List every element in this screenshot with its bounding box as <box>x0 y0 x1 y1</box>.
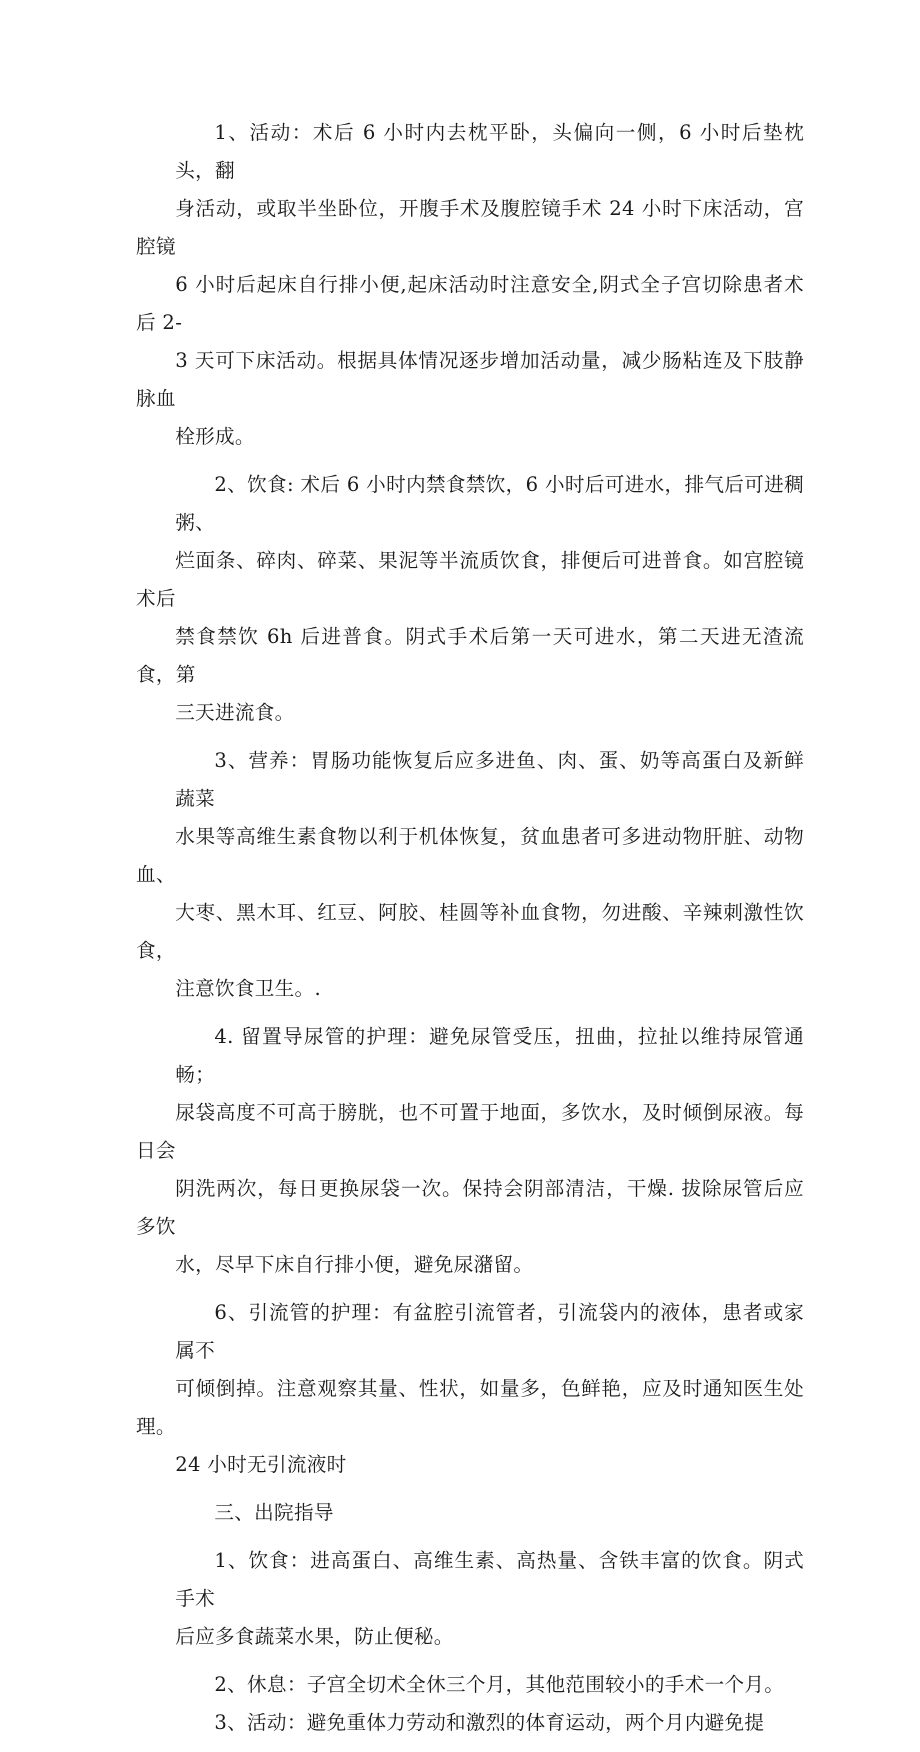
text-line: 4. 留置导尿管的护理：避免尿管受压，扭曲，拉扯以维持尿管通畅； <box>175 1025 804 1086</box>
text-line: 阴洗两次，每日更换尿袋一次。保持会阴部清洁，干燥. 拔除尿管后应多饮 <box>136 1177 804 1238</box>
text-line: 大枣、黑木耳、红豆、阿胶、桂圆等补血食物，勿进酸、辛辣刺激性饮食， <box>136 901 804 962</box>
text-line: 水果等高维生素食物以利于机体恢复，贫血患者可多进动物肝脏、动物血、 <box>136 825 804 886</box>
text-line: 6、引流管的护理：有盆腔引流管者，引流袋内的液体，患者或家属不 <box>175 1301 804 1362</box>
text-line: 2、饮食: 术后 6 小时内禁食禁饮，6 小时后可进水，排气后可进稠粥、 <box>175 473 804 534</box>
paragraph-drainage <box>136 1294 804 1484</box>
text-line: 3 天可下床活动。根据具体情况逐步增加活动量，减少肠粘连及下肢静脉血 <box>136 349 804 410</box>
section-heading-discharge <box>136 1494 804 1532</box>
text-line: 栓形成。 <box>175 425 255 448</box>
text-line: 24 小时无引流液时 <box>175 1453 347 1476</box>
paragraph-nutrition <box>136 742 804 1008</box>
text-line: 3、营养：胃肠功能恢复后应多进鱼、肉、蛋、奶等高蛋白及新鲜蔬菜 <box>175 749 804 810</box>
text-line: 可倾倒掉。注意观察其量、性状，如量多，色鲜艳，应及时通知医生处理。 <box>136 1377 804 1438</box>
text-line: 2、休息：子宫全切术全休三个月，其他范围较小的手术一个月。 <box>214 1673 785 1696</box>
text-line: 烂面条、碎肉、碎菜、果泥等半流质饮食，排便后可进普食。如宫腔镜术后 <box>136 549 804 610</box>
text-line: 禁食禁饮 6h 后进普食。阴式手术后第一天可进水，第二天进无渣流食，第 <box>136 625 804 686</box>
paragraph-activity <box>136 114 804 456</box>
section-heading: 三、出院指导 <box>214 1501 334 1524</box>
text-line: 尿袋高度不可高于膀胱，也不可置于地面，多饮水，及时倾倒尿液。每日会 <box>136 1101 804 1162</box>
paragraph-discharge-activity <box>136 1704 804 1742</box>
text-line: 水，尽早下床自行排小便，避免尿潴留。 <box>175 1253 534 1276</box>
paragraph-diet <box>136 466 804 732</box>
text-line: 1、饮食：进高蛋白、高维生素、高热量、含铁丰富的饮食。阴式手术 <box>175 1549 804 1610</box>
paragraph-discharge-diet <box>136 1542 804 1656</box>
paragraph-discharge-rest <box>136 1666 804 1704</box>
text-line: 3、活动：避免重体力劳动和激烈的体育运动，两个月内避免提 <box>214 1711 765 1734</box>
text-line: 1、活动：术后 6 小时内去枕平卧，头偏向一侧，6 小时后垫枕头，翻 <box>175 121 804 182</box>
text-line: 三天进流食。 <box>175 701 295 724</box>
document-page <box>136 114 804 1752</box>
text-line: 后应多食蔬菜水果，防止便秘。 <box>175 1625 454 1648</box>
text-line: 6 小时后起床自行排小便,起床活动时注意安全,阴式全子宫切除患者术后 2- <box>136 273 804 334</box>
paragraph-catheter <box>136 1018 804 1284</box>
text-line: 注意饮食卫生。. <box>175 977 321 1000</box>
text-line: 身活动，或取半坐卧位，开腹手术及腹腔镜手术 24 小时下床活动，宫腔镜 <box>136 197 804 258</box>
